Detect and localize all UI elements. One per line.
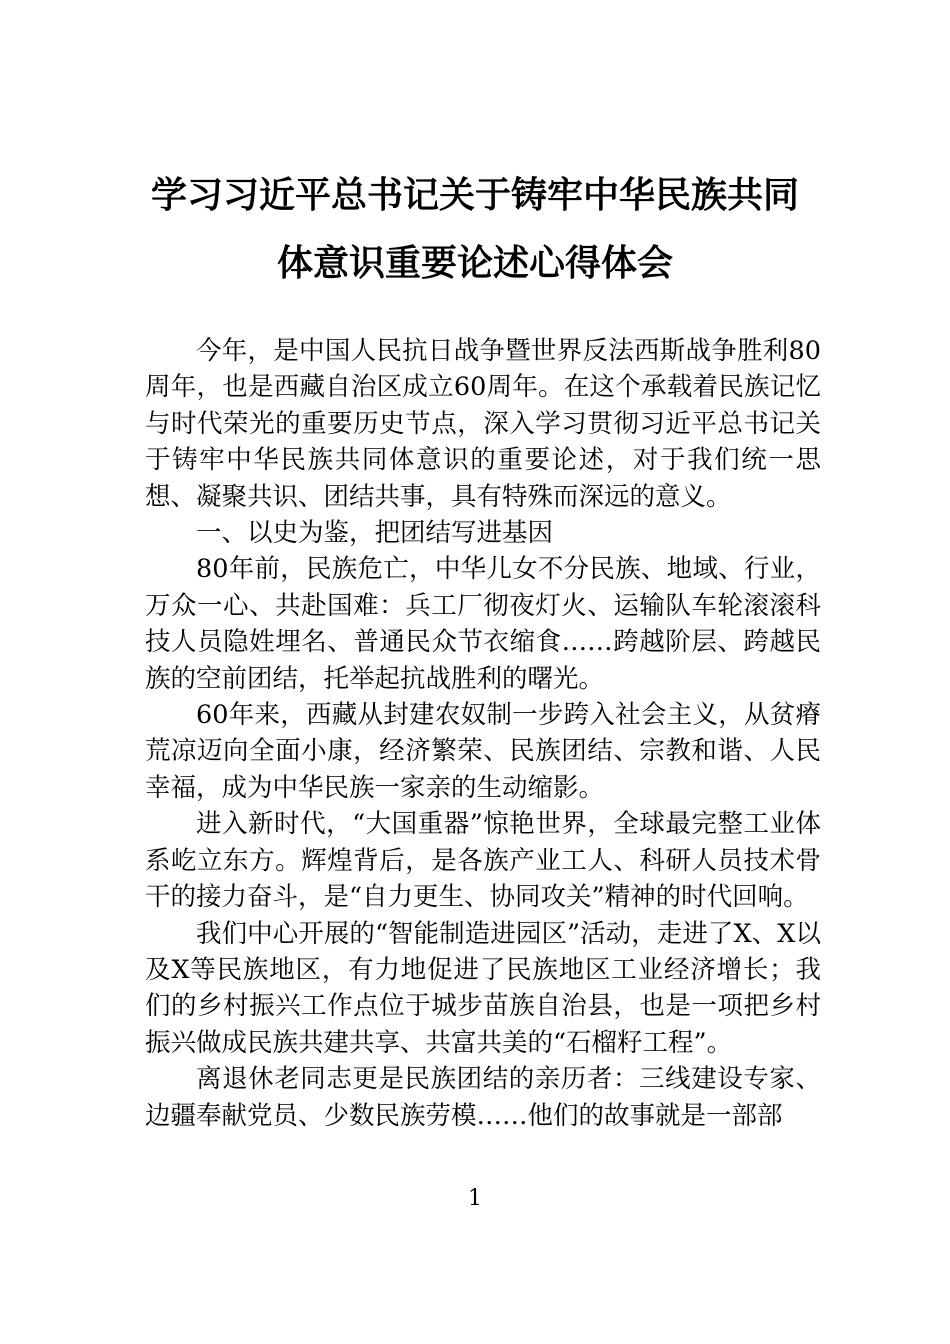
document-body [145, 333, 821, 1134]
paragraph-new-era: 进入新时代，“大国重器”惊艳世界，全球最完整工业体系屹立东方。辉煌背后，是各族产业工人、科研人员技术骨干的接力奋斗，是“自力更生、协同攻关”精神的时代回响。 [145, 809, 821, 913]
paragraph-60-years: 60年来，西藏从封建农奴制一步跨入社会主义，从贫瘠荒凉迈向全面小康，经济繁荣、民族团结、宗教和谐、人民幸福，成为中华民族一家亲的生动缩影。 [145, 700, 821, 803]
section-heading-1: 一、以史为鉴，把团结写进基因 [196, 518, 554, 549]
page-number: 1 [468, 1186, 482, 1211]
document-title-line-1: 学习习近平总书记关于铸牢中华民族共同 [150, 175, 799, 216]
document-title-line-2: 体意识重要论述心得体会 [276, 243, 673, 284]
paragraph-center-activities: 我们中心开展的“智能制造进园区”活动，走进了X、X以及X等民族地区，有力地促进了民族地区工业经济增长；我们的乡村振兴工作点位于城步苗族自治县，也是一项把乡村振兴做成民族共建共享、共富共美的“石榴籽工程”。 [145, 918, 821, 1058]
paragraph-intro: 今年，是中国人民抗日战争暨世界反法西斯战争胜利80周年，也是西藏自治区成立60周年。在这个承载着民族记忆与时代荣光的重要历史节点，深入学习贯彻习近平总书记关于铸牢中华民族共同体意识的重要论述，对于我们统一思想、凝聚共识、团结共事，具有特殊而深远的意义。 [145, 336, 821, 512]
paragraph-retired-comrades: 离退休老同志更是民族团结的亲历者：三线建设专家、边疆奉献党员、少数民族劳模……他们的故事就是一部部 [145, 1064, 821, 1131]
paragraph-80-years: 80年前，民族危亡，中华儿女不分民族、地域、行业，万众一心、共赴国难：兵工厂彻夜灯火、运输队车轮滚滚科技人员隐姓埋名、普通民众节衣缩食……跨越阶层、跨越民族的空前团结，托举起抗战胜利的曙光。 [145, 554, 821, 694]
